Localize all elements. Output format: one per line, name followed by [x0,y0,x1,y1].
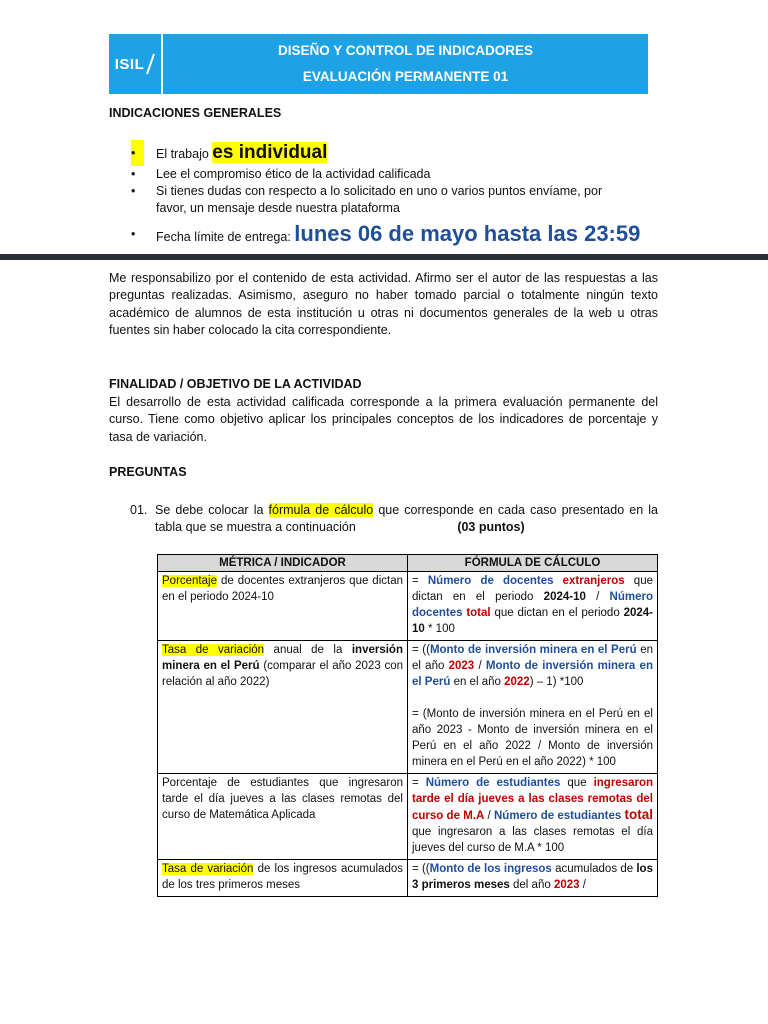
bullet-icon: • [131,184,136,198]
question-1: 01. Se debe colocar la fórmula de cálculo que corresponde en cada caso presentado en la tabla que se muestra a continuación (03 puntos) [130,503,658,535]
column-header: MÉTRICA / INDICADOR [158,555,408,572]
finalidad-text: El desarrollo de esta actividad calificada corresponde a la primera evaluación permanente del curso. Tiene como objetivo aplicar los principales conceptos de los indicadores de porcentaje y tasa de variación. [109,395,658,444]
metric-cell: Porcentaje de estudiantes que ingresaron tarde el día jueves a las clases remotas del curso de Matemática Aplicada [158,774,408,860]
metric-cell: Tasa de variación de los ingresos acumulados de los tres primeros meses [158,860,408,897]
finalidad-heading: FINALIDAD / OBJETIVO DE LA ACTIVIDAD [109,377,362,391]
bullet-icon: • [131,167,136,181]
bullet-icon: • [131,227,136,241]
compromiso-text: Me responsabilizo por el contenido de esta actividad. Afirmo ser el autor de las respuestas a las preguntas realizadas. Asimismo, aseguro no haber tomado parcial o totalmente ningún texto académico de alumnos de esta institución u otras ni documentos generales de la web u otras fuentes sin haber colocado la cita correspondiente. [109,271,658,337]
indicaciones-heading: INDICACIONES GENERALES [109,106,282,120]
individual-emphasis: es individual [212,142,328,163]
header-title: DISEÑO Y CONTROL DE INDICADORES [277,43,534,58]
formula-cell: = Número de estudiantes que ingresaron tarde el día jueves a las clases remotas del curso de M.A / Número de estudiantes total que ingresaron a las clases remotas el día jueves del curso de M.A * 100 [408,774,658,860]
isil-logo [109,34,163,94]
logo-slash-icon [145,53,155,75]
table-row [158,774,658,860]
indicators-table [157,554,658,897]
header-subtitle: EVALUACIÓN PERMANENTE 01 [302,69,509,84]
list-item: • Fecha límite de entrega: lunes 06 de mayo hasta las 23:59 [109,217,669,251]
metric-cell: Tasa de variación anual de la inversión minera en el Perú (comparar el año 2023 con relación al año 2022) [158,641,408,774]
table-header-row [158,555,658,572]
bullet-icon: • [131,140,144,166]
preguntas-heading: PREGUNTAS [109,465,187,479]
question-number: 01. [130,503,148,517]
metric-cell: Porcentaje de docentes extranjeros que dictan en el periodo 2024-10 [158,572,408,641]
column-header: FÓRMULA DE CÁLCULO [408,555,658,572]
alternative-formula: = (Monto de inversión minera en el Perú en el año 2023 - Monto de inversión minera en el Perú en el año 2022 / Monto de inversión minera en el Perú en el año 2022) * 100 [412,708,653,768]
table-row [158,860,658,897]
formula-highlight: fórmula de cálculo [268,503,374,517]
list-item: • El trabajo es individual [109,140,669,166]
logo-text: ISIL [114,55,145,73]
document-header [109,34,648,94]
list-item: • Lee el compromiso ético de la actividad calificada [131,167,431,181]
indicaciones-list [109,140,669,251]
table-row [158,641,658,774]
formula-cell: = Número de docentes extranjeros que dictan en el periodo 2024-10 / Número docentes total que dictan en el periodo 2024-10 * 100 [408,572,658,641]
question-points: (03 puntos) [457,520,525,535]
formula-cell: = ((Monto de los ingresos acumulados de los 3 primeros meses del año 2023 / [408,860,658,897]
deadline-emphasis: lunes 06 de mayo hasta las 23:59 [294,221,641,246]
section-divider [0,254,768,260]
table-row [158,572,658,641]
formula-cell: = ((Monto de inversión minera en el Perú en el año 2023 / Monto de inversión minera en el Perú en el año 2022) – 1) *100 = (Monto de inversión minera en el Perú en el año 2023 - Monto de inversión minera en el Perú en el año 2022 / Monto de inversión minera en el Perú en el año 2022) * 100 [408,641,658,774]
list-item: • Si tienes dudas con respecto a lo solicitado en uno o varios puntos envíame, por favor, un mensaje desde nuestra plataforma [131,184,603,215]
